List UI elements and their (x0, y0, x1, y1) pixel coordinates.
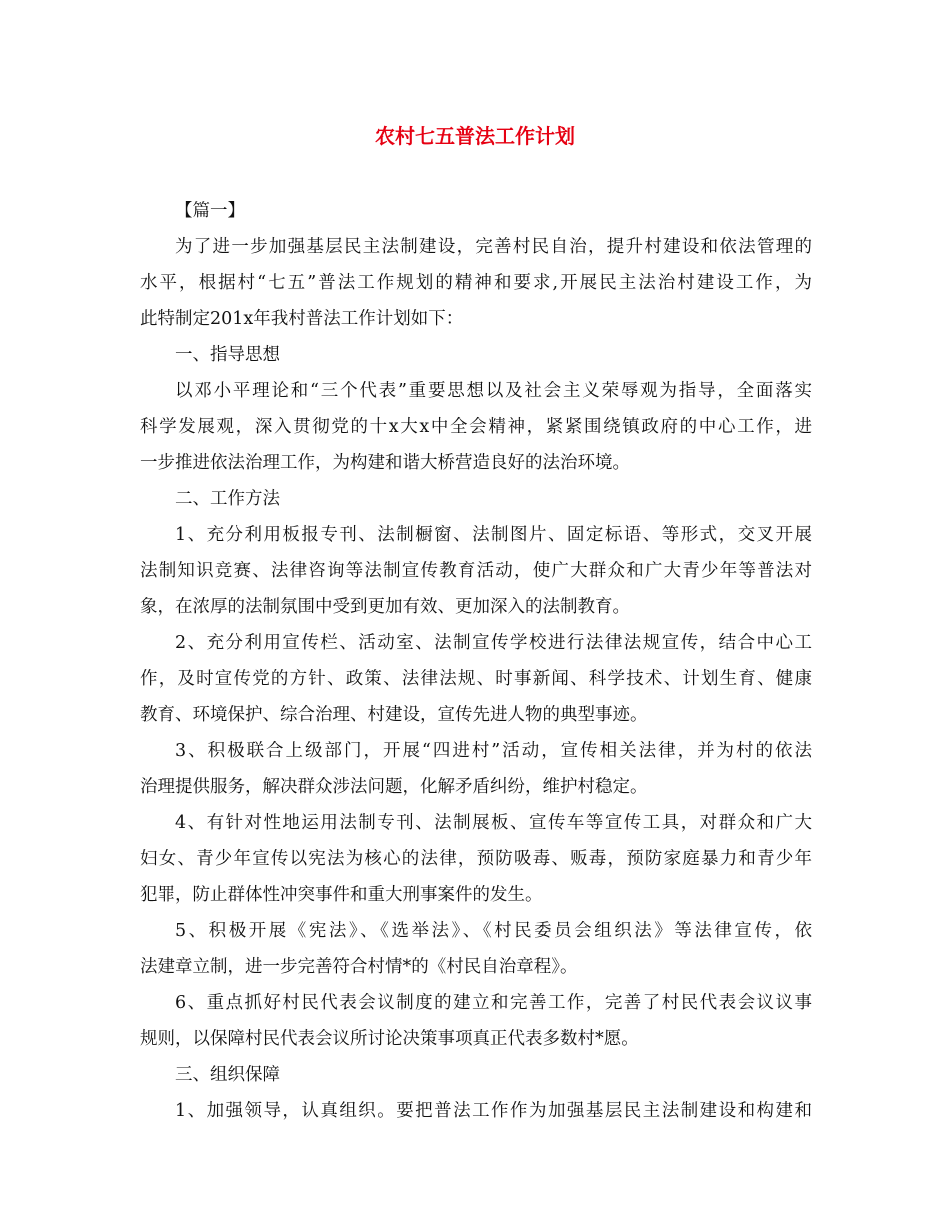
heading-organization-guarantee: 三、组织保障 (175, 1065, 280, 1085)
guiding-thought-paragraph (140, 373, 812, 481)
paragraph-line: 法制知识竞赛、法律咨询等法制宣传教育活动，使广大群众和广大青少年等普法对 (140, 561, 812, 581)
paragraph-line: 犯罪，防止群体性冲突事件和重大刑事案件的发生。 (140, 885, 543, 905)
paragraph-line: 5、积极开展《宪法》、《选举法》、《村民委员会组织法》等法律宣传，依 (175, 921, 812, 941)
paragraph-line: 作，及时宣传党的方针、政策、法律法规、时事新闻、科学技术、计划生育、健康 (140, 669, 812, 689)
paragraph-line: 以邓小平理论和“三个代表”重要思想以及社会主义荣辱观为指导，全面落实 (175, 381, 812, 401)
document-title: 农村七五普法工作计划 (375, 124, 575, 148)
paragraph-line: 法建章立制，进一步完善符合村情*的《村民自治章程》。 (140, 957, 578, 977)
paragraph-line: 此特制定201x年我村普法工作计划如下： (140, 309, 464, 329)
paragraph-line: 3、积极联合上级部门，开展“四进村”活动，宣传相关法律，并为村的依法 (175, 741, 812, 761)
heading-guiding-thought: 一、指导思想 (175, 345, 280, 365)
paragraph-line: 为了进一步加强基层民主法制建设，完善村民自治，提升村建设和依法管理的 (175, 237, 812, 257)
paragraph-line: 科学发展观，深入贯彻党的十x大x中全会精神，紧紧围绕镇政府的中心工作，进 (140, 417, 812, 437)
paragraph-line: 1、加强领导，认真组织。要把普法工作作为加强基层民主法制建设和构建和 (175, 1101, 812, 1121)
paragraph-line: 治理提供服务，解决群众涉法问题，化解矛盾纠纷，维护村稳定。 (140, 777, 648, 797)
method-1-paragraph (140, 517, 812, 625)
method-5-paragraph (140, 913, 812, 985)
method-4-paragraph (140, 805, 812, 913)
paragraph-line: 规则，以保障村民代表会议所讨论决策事项真正代表多数村*愿。 (140, 1029, 639, 1049)
method-2-paragraph (140, 625, 812, 733)
paragraph-line: 1、充分利用板报专刊、法制橱窗、法制图片、固定标语、等形式，交叉开展 (175, 525, 812, 545)
paragraph-line: 象，在浓厚的法制氛围中受到更加有效、更加深入的法制教育。 (140, 597, 630, 617)
heading-work-methods: 二、工作方法 (175, 489, 280, 509)
section-label: 【篇一】 (175, 201, 245, 221)
paragraph-line: 一步推进依法治理工作，为构建和谐大桥营造良好的法治环境。 (140, 453, 630, 473)
organization-1-paragraph (140, 1093, 812, 1129)
paragraph-line: 妇女、青少年宣传以宪法为核心的法律，预防吸毒、贩毒，预防家庭暴力和青少年 (140, 849, 812, 869)
paragraph-line: 4、有针对性地运用法制专刊、法制展板、宣传车等宣传工具，对群众和广大 (175, 813, 812, 833)
intro-paragraph (140, 229, 812, 337)
method-3-paragraph (140, 733, 812, 805)
paragraph-line: 教育、环境保护、综合治理、村建设，宣传先进人物的典型事迹。 (140, 705, 648, 725)
paragraph-line: 6、重点抓好村民代表会议制度的建立和完善工作，完善了村民代表会议议事 (175, 993, 812, 1013)
document-body (140, 193, 812, 1129)
method-6-paragraph (140, 985, 812, 1057)
paragraph-line: 水平，根据村“七五”普法工作规划的精神和要求,开展民主法治村建设工作，为 (140, 273, 812, 293)
paragraph-line: 2、充分利用宣传栏、活动室、法制宣传学校进行法律法规宣传，结合中心工 (175, 633, 812, 653)
